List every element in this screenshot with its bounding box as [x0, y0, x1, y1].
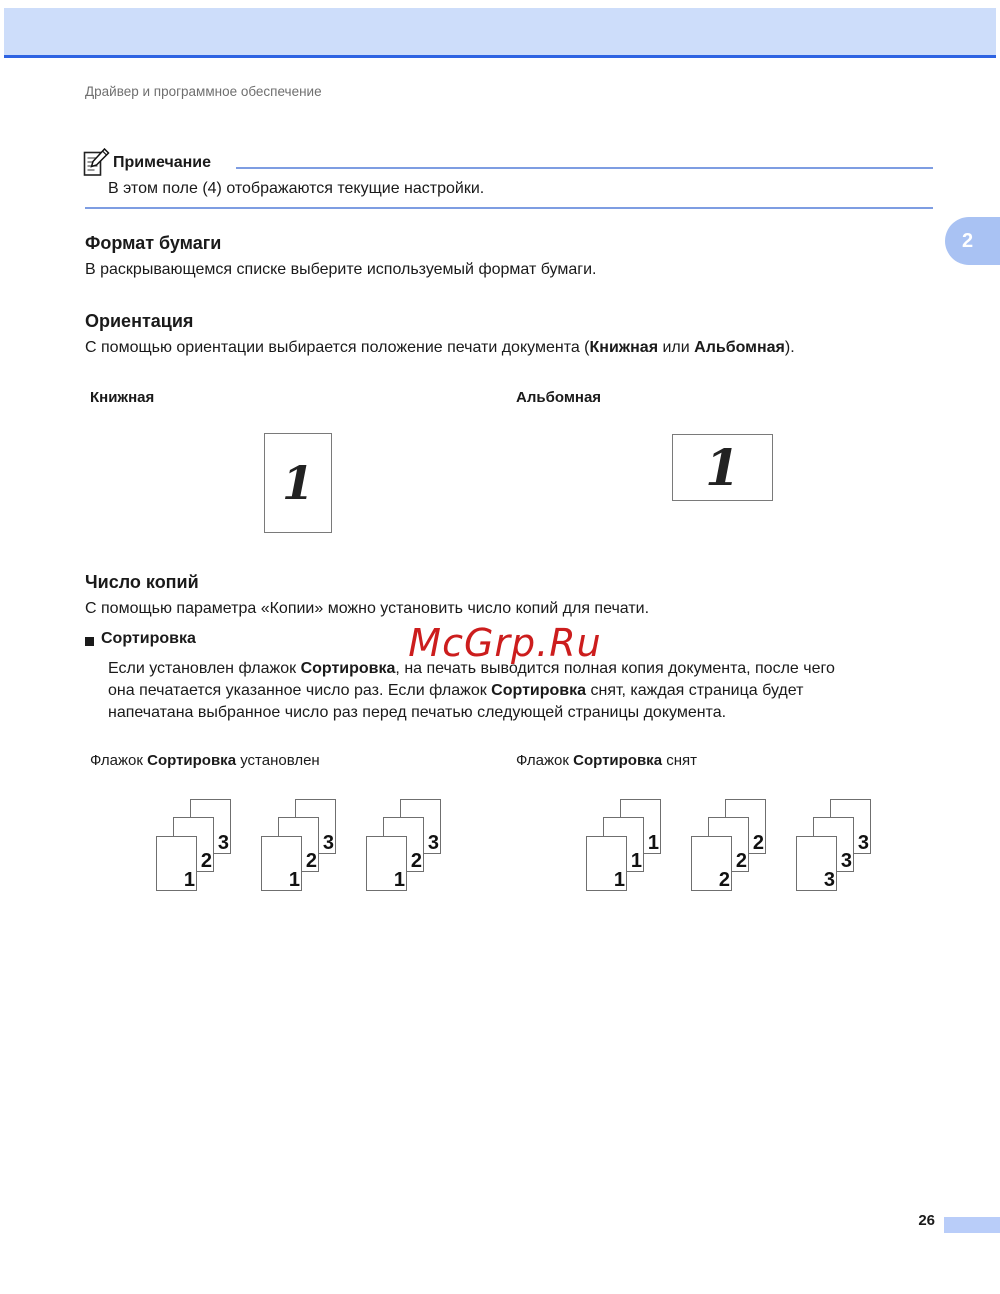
- stacked-page-number: 3: [217, 832, 228, 854]
- note-rule-bottom: [85, 207, 933, 209]
- header-band: [4, 8, 996, 58]
- portrait-label: Книжная: [90, 389, 155, 406]
- orientation-heading: Ориентация: [85, 311, 194, 331]
- uncollated-stacks-figure: [586, 799, 871, 891]
- portrait-page-number: 1: [281, 456, 314, 510]
- stacked-page-number: 2: [200, 850, 211, 872]
- stacked-page: [366, 836, 407, 891]
- copies-heading: Число копий: [85, 572, 199, 592]
- stacked-page-number: 3: [427, 832, 438, 854]
- landscape-page-figure: [672, 434, 773, 501]
- stacked-page-number: 1: [613, 869, 624, 891]
- stacked-page-number: 1: [630, 850, 641, 872]
- stacked-page-number: 2: [718, 869, 729, 891]
- page-stack: [366, 799, 441, 891]
- page-number: 26: [918, 1212, 935, 1229]
- page-stack: [156, 799, 231, 891]
- stacked-page-number: 1: [288, 869, 299, 891]
- stacked-page-number: 3: [840, 850, 851, 872]
- uncollated-label: Флажок Сортировка снят: [516, 752, 697, 769]
- stacked-page: [691, 836, 732, 891]
- page-stack: [796, 799, 871, 891]
- footer-bar: [944, 1217, 1000, 1233]
- stacked-page-number: 2: [410, 850, 421, 872]
- stacked-page-number: 2: [735, 850, 746, 872]
- chapter-number: 2: [961, 229, 974, 252]
- stacked-page-number: 2: [752, 832, 763, 854]
- collated-stacks-figure: [156, 799, 441, 891]
- note-body: В этом поле (4) отображаются текущие настройки.: [108, 180, 485, 197]
- stacked-page: [261, 836, 302, 891]
- page-stack: [261, 799, 336, 891]
- note-pencil-icon: [83, 148, 110, 177]
- stacked-page: [156, 836, 197, 891]
- portrait-page-figure: [264, 433, 332, 533]
- note-title: Примечание: [113, 154, 212, 171]
- running-header: Драйвер и программное обеспечение: [85, 84, 322, 99]
- page-stack: [691, 799, 766, 891]
- stacked-page: [586, 836, 627, 891]
- stacked-page: [796, 836, 837, 891]
- stacked-page-number: 3: [322, 832, 333, 854]
- stacked-page-number: 2: [305, 850, 316, 872]
- collated-label: Флажок Сортировка установлен: [90, 752, 320, 769]
- copies-body: С помощью параметра «Копии» можно установить число копий для печати.: [85, 600, 650, 617]
- orientation-body: С помощью ориентации выбирается положение печати документа (Книжная или Альбомная).: [85, 339, 795, 356]
- collate-bullet-label: Сортировка: [101, 630, 196, 647]
- note-rule-top: [236, 167, 933, 169]
- paper-format-body: В раскрывающемся списке выберите используемый формат бумаги.: [85, 261, 597, 278]
- paper-format-heading: Формат бумаги: [85, 233, 222, 253]
- stacked-page-number: 1: [393, 869, 404, 891]
- stacked-page-number: 1: [183, 869, 194, 891]
- stacked-page-number: 3: [857, 832, 868, 854]
- landscape-label: Альбомная: [516, 389, 602, 406]
- page-stack: [586, 799, 661, 891]
- bullet-square: [85, 637, 94, 646]
- collate-paragraph: Если установлен флажок Сортировка, на печать выводится полная копия документа, после чего она печатается указанное число раз. Если флажок Сортировка снят, каждая страница будет напечатана выбранное число раз перед печатью следующей страницы документа.: [108, 660, 835, 721]
- stacked-page-number: 1: [647, 832, 658, 854]
- chapter-tab: [945, 217, 1000, 265]
- stacked-page-number: 3: [823, 869, 834, 891]
- watermark: McGrp.Ru: [408, 621, 602, 665]
- landscape-page-number: 1: [705, 437, 740, 497]
